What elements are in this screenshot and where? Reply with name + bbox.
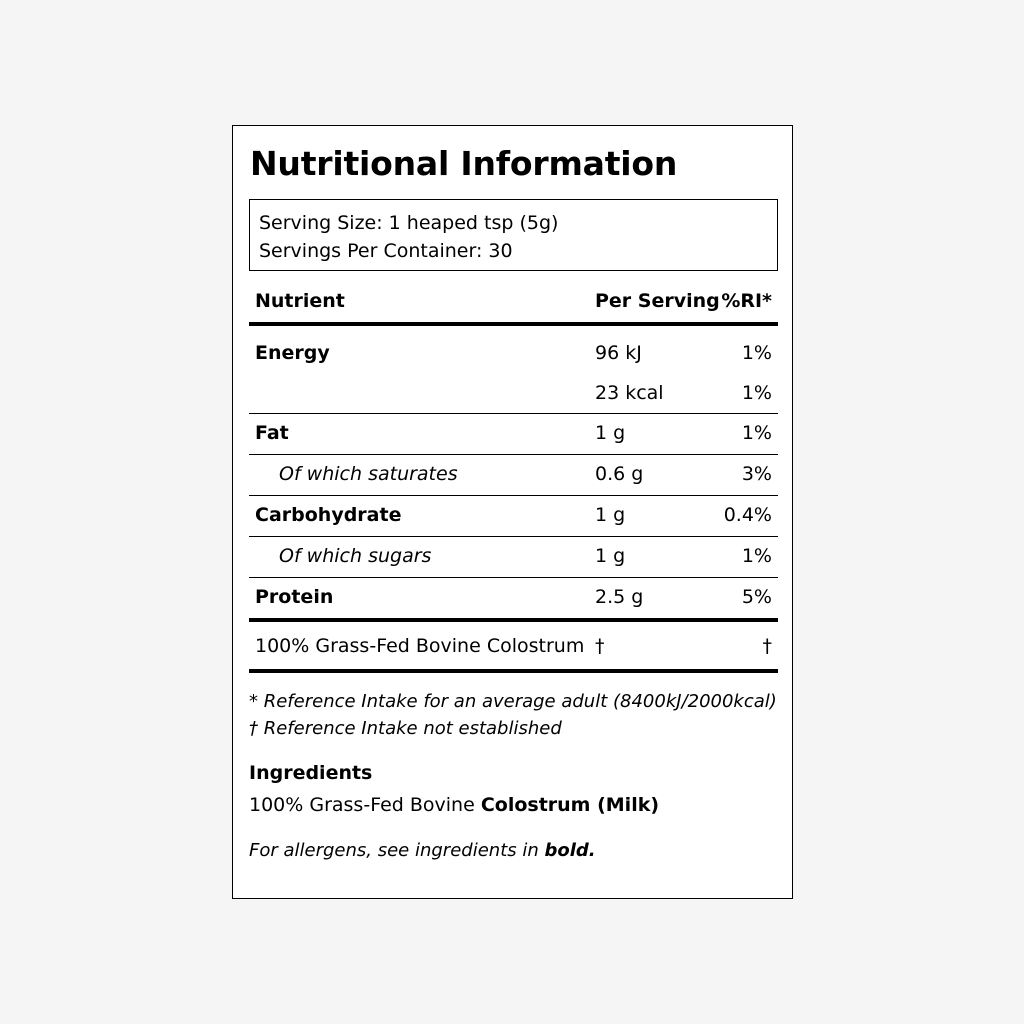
table-row-saturates <box>249 455 778 496</box>
table-row-carbohydrate <box>249 496 778 537</box>
allergen-note <box>249 840 596 861</box>
table-row-energy <box>249 326 778 414</box>
allergen-bold: bold. <box>544 840 596 861</box>
nutrition-label <box>232 125 793 899</box>
footnote-ri: * Reference Intake for an average adult (8400kJ/2000kcal) <box>249 691 777 712</box>
nutrient-name: Protein <box>255 586 334 608</box>
ingredients-allergen: Colostrum (Milk) <box>480 794 660 816</box>
nutrient-name: Of which sugars <box>279 545 432 567</box>
energy-kj-ri: 1% <box>741 342 772 364</box>
energy-kcal-ri: 1% <box>741 382 772 404</box>
label-title: Nutritional Information <box>250 144 678 183</box>
table-row-colostrum <box>249 622 778 673</box>
header-ri: %RI* <box>721 290 772 312</box>
nutrition-table <box>249 284 778 673</box>
table-row-protein <box>249 578 778 622</box>
per-serving-value: 1 g <box>595 422 626 444</box>
per-serving-value: † <box>595 635 605 657</box>
nutrient-name: Energy <box>255 342 330 364</box>
serving-size: Serving Size: 1 heaped tsp (5g) <box>259 212 559 234</box>
allergen-text: For allergens, see ingredients in <box>249 840 545 861</box>
serving-info-box <box>249 199 778 271</box>
ri-value: † <box>762 635 772 657</box>
nutrient-name: Fat <box>255 422 289 444</box>
header-per-serving: Per Serving <box>595 290 720 312</box>
table-row-sugars <box>249 537 778 578</box>
ri-value: 0.4% <box>723 504 772 526</box>
ri-value: 1% <box>741 422 772 444</box>
per-serving-value: 2.5 g <box>595 586 644 608</box>
ingredients-text <box>249 794 659 816</box>
per-serving-value: 1 g <box>595 545 626 567</box>
ingredients-prefix: 100% Grass-Fed Bovine <box>249 794 481 816</box>
footnote-not-established: † Reference Intake not established <box>249 718 562 739</box>
ingredient-name: 100% Grass-Fed Bovine Colostrum <box>255 635 585 657</box>
ri-value: 5% <box>741 586 772 608</box>
table-header-row <box>249 284 778 326</box>
table-row-fat <box>249 414 778 455</box>
ingredients-heading: Ingredients <box>249 762 373 784</box>
energy-kcal-value: 23 kcal <box>595 382 664 404</box>
nutrient-name: Of which saturates <box>279 463 458 485</box>
footnotes <box>249 688 777 742</box>
per-serving-value: 1 g <box>595 504 626 526</box>
ri-value: 1% <box>741 545 772 567</box>
header-nutrient: Nutrient <box>255 290 345 312</box>
per-serving-value: 0.6 g <box>595 463 644 485</box>
nutrient-name: Carbohydrate <box>255 504 402 526</box>
energy-kj-value: 96 kJ <box>595 342 642 364</box>
ri-value: 3% <box>741 463 772 485</box>
servings-per-container: Servings Per Container: 30 <box>259 240 513 262</box>
